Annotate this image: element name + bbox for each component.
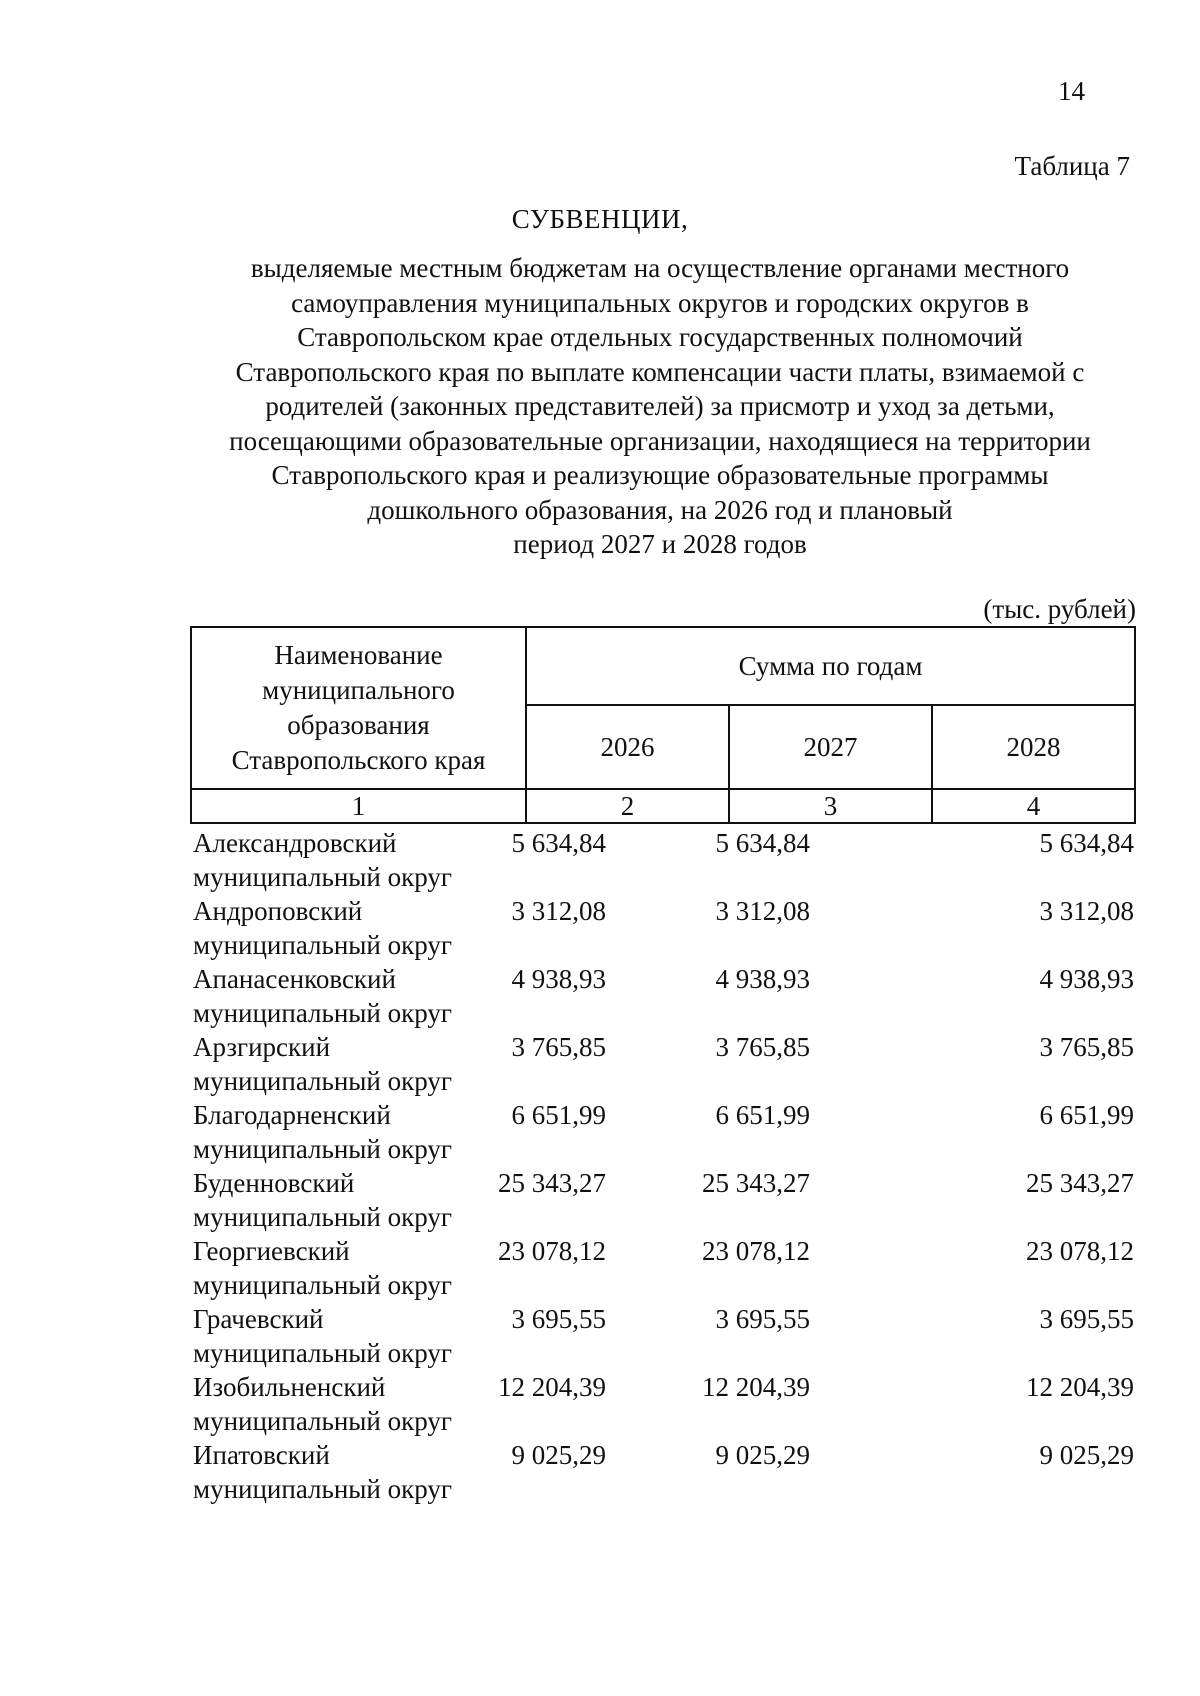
municipality-type: муниципальный округ [193, 1338, 452, 1368]
table-header [190, 626, 1136, 824]
column-number: 4 [932, 789, 1135, 823]
value-2027: 25 343,27 [702, 1168, 810, 1198]
subtitle-line: Ставропольском крае отдельных государственных полномочий [297, 322, 1023, 352]
municipality-name: Благодарненский [193, 1100, 391, 1130]
municipality-type: муниципальный округ [193, 998, 452, 1028]
value-2028: 5 634,84 [1039, 828, 1134, 858]
value-2028: 6 651,99 [1039, 1100, 1134, 1130]
header-name-line: образования [287, 710, 430, 740]
value-2028: 23 078,12 [1026, 1236, 1134, 1266]
table-label: Таблица 7 [1014, 151, 1130, 181]
value-2026: 25 343,27 [498, 1168, 606, 1198]
subtitle-line: родителей (законных представителей) за присмотр и уход за детьми, [265, 391, 1055, 421]
subtitle-line: выделяемые местным бюджетам на осуществление органами местного [250, 253, 1070, 283]
value-2026: 12 204,39 [498, 1372, 606, 1402]
municipality-name: Александровский [193, 828, 397, 858]
value-2026: 5 634,84 [511, 828, 606, 858]
municipality-type: муниципальный округ [193, 1406, 452, 1436]
header-year-2027: 2027 [729, 705, 932, 789]
table-row [193, 1098, 1136, 1166]
document-subtitle [200, 251, 1120, 562]
value-2026: 3 312,08 [511, 896, 606, 926]
municipality-name: Буденновский [193, 1168, 355, 1198]
value-2027: 3 312,08 [715, 896, 810, 926]
table-row [193, 1370, 1136, 1438]
subtitle-line: Ставропольского края по выплате компенсации части платы, взимаемой с [235, 356, 1085, 387]
municipality-type: муниципальный округ [193, 1270, 452, 1300]
table-body [193, 826, 1136, 1506]
subtitle-line: Ставропольского края и реализующие образовательные программы [271, 460, 1049, 490]
subtitle-line: период 2027 и 2028 годов [513, 529, 807, 559]
subtitle-line: дошкольного образования, на 2026 год и плановый [367, 494, 953, 525]
units-label: (тыс. рублей) [983, 594, 1136, 624]
table-row [193, 826, 1136, 894]
column-number: 3 [729, 789, 932, 823]
municipality-name: Грачевский [193, 1304, 324, 1334]
value-2028: 3 312,08 [1039, 896, 1134, 926]
value-2027: 23 078,12 [702, 1236, 810, 1266]
table-row [193, 894, 1136, 962]
column-number: 2 [526, 789, 729, 823]
value-2026: 3 695,55 [511, 1304, 606, 1334]
table-row [193, 1234, 1136, 1302]
value-2026: 4 938,93 [511, 964, 606, 994]
header-year-2026: 2026 [526, 705, 729, 789]
value-2027: 9 025,29 [715, 1440, 810, 1470]
municipality-type: муниципальный округ [193, 1474, 452, 1504]
subtitle-line: посещающими образовательные организации, находящиеся на территории [229, 425, 1091, 456]
value-2028: 3 765,85 [1039, 1032, 1134, 1062]
value-2028: 4 938,93 [1039, 964, 1134, 994]
value-2027: 3 695,55 [715, 1304, 810, 1334]
value-2026: 23 078,12 [498, 1236, 606, 1266]
municipality-name: Апанасенковский [193, 964, 396, 994]
table-row [193, 1438, 1136, 1506]
table-row [193, 1166, 1136, 1234]
page-number: 14 [1058, 76, 1085, 106]
municipality-name: Ипатовский [193, 1440, 330, 1470]
header-name-line: Ставропольского края [231, 745, 486, 775]
municipality-name: Арзгирский [193, 1032, 331, 1062]
municipality-type: муниципальный округ [193, 1134, 452, 1164]
municipality-name: Георгиевский [193, 1236, 350, 1266]
municipality-type: муниципальный округ [193, 930, 452, 960]
table-row [193, 962, 1136, 1030]
value-2027: 12 204,39 [702, 1372, 810, 1402]
value-2027: 5 634,84 [715, 828, 810, 858]
column-number: 1 [191, 789, 526, 823]
value-2028: 9 025,29 [1039, 1440, 1134, 1470]
header-municipality [191, 627, 526, 789]
value-2028: 3 695,55 [1039, 1304, 1134, 1334]
municipality-name: Андроповский [193, 896, 363, 926]
header-year-2028: 2028 [932, 705, 1135, 789]
value-2027: 3 765,85 [715, 1032, 810, 1062]
value-2027: 6 651,99 [715, 1100, 810, 1130]
subtitle-line: самоуправления муниципальных округов и городских округов в [291, 287, 1029, 318]
value-2028: 25 343,27 [1026, 1168, 1134, 1198]
value-2026: 6 651,99 [511, 1100, 606, 1130]
header-name-line: Наименование [274, 640, 443, 670]
header-name-line: муниципального [262, 675, 455, 705]
municipality-type: муниципальный округ [193, 1066, 452, 1096]
value-2026: 3 765,85 [511, 1032, 606, 1062]
value-2028: 12 204,39 [1026, 1372, 1134, 1402]
value-2026: 9 025,29 [511, 1440, 606, 1470]
document-title: СУБВЕНЦИИ, [511, 204, 689, 234]
table-row [193, 1030, 1136, 1098]
municipality-type: муниципальный округ [193, 862, 452, 892]
header-sum-by-years: Сумма по годам [526, 627, 1135, 705]
municipality-type: муниципальный округ [193, 1202, 452, 1232]
value-2027: 4 938,93 [715, 964, 810, 994]
municipality-name: Изобильненский [193, 1372, 386, 1402]
table-row [193, 1302, 1136, 1370]
